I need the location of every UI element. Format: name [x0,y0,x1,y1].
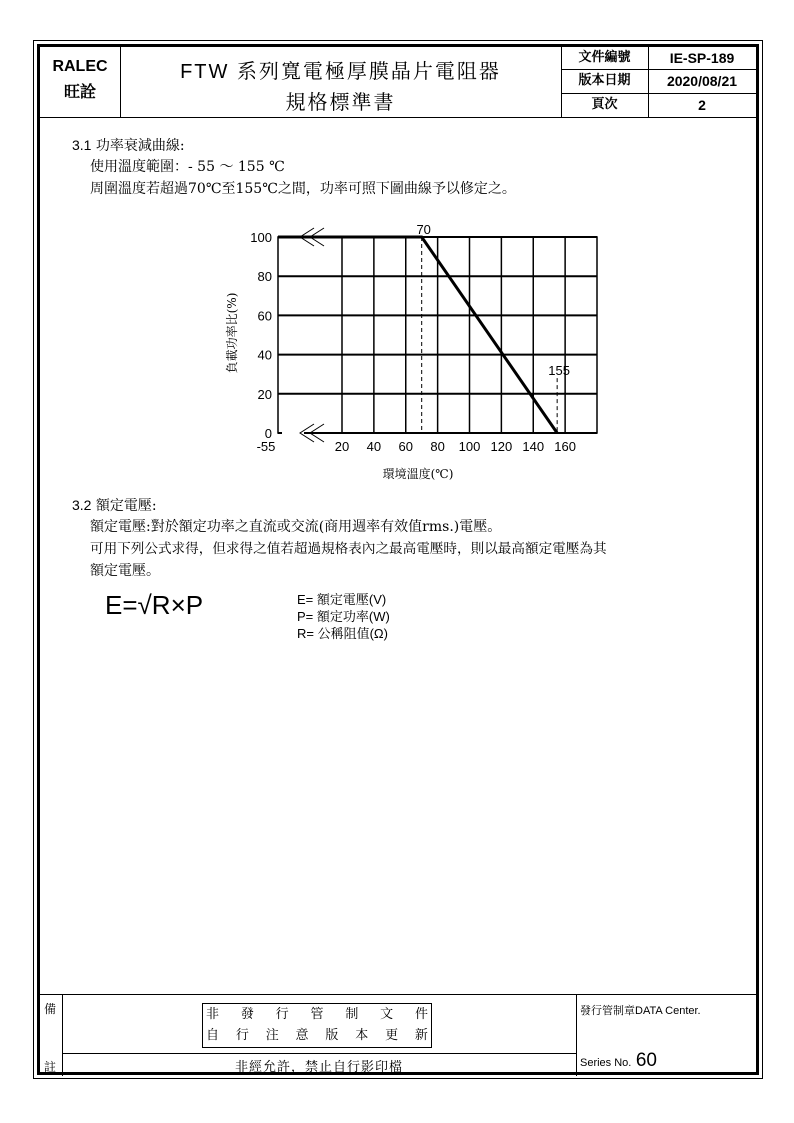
derating-description: 周圍溫度若超過70℃至155℃之間，功率可照下圖曲線予以修定之。 [90,181,516,197]
stamp-char: 發 [240,1007,254,1022]
brand-name-zh: 旺詮 [63,82,96,101]
remark-label-bottom: 註 [44,1060,57,1074]
stamp-row-1 [203,1004,431,1025]
section-3-1-title: 功率衰減曲線: [95,138,185,154]
document-title-line1: FTW 系列寬電極厚膜晶片電阻器 [180,61,501,83]
section-3-1-number: 3.1 [72,137,92,153]
doc-number-value: IE-SP-189 [669,50,735,66]
x-tick-label: 20 [334,439,350,454]
y-axis-label: 負載功率比(%) [225,292,239,374]
x-tick-label: 140 [522,439,545,454]
section-3-2-title: 額定電壓: [95,498,157,514]
section-3-2-heading [72,494,157,517]
x-tick-label: 40 [366,439,382,454]
rated-voltage-formula-note-cont: 額定電壓。 [90,563,160,579]
x-tick-label: 80 [430,439,445,454]
chart-labels [250,222,576,454]
control-stamp-label [580,1002,701,1018]
derating-chart [210,215,610,485]
stamp-char: 自 [206,1028,220,1043]
stamp-row-2 [203,1025,431,1046]
chart-grid [278,237,597,433]
brand-name-en: RALEC [52,58,108,75]
stamp-char: 版 [325,1028,339,1043]
stamp-char: 新 [414,1028,428,1043]
stamp-char: 本 [355,1028,369,1043]
remark-label-top: 備 [44,1002,57,1016]
chart-series [278,237,557,433]
document-title [120,55,561,84]
series-number-label: Series No. [580,1057,632,1069]
copy-prohibition-notice: 非經允許，禁止自行影印檔 [234,1060,403,1075]
footer-notice-divider [62,1053,576,1054]
page-number-value: 2 [698,97,706,113]
stamp-char: 行 [275,1007,289,1022]
y-tick-label: 40 [257,347,272,363]
document-subtitle: 規格標準書 [285,90,396,114]
y-tick-label: 80 [257,269,272,285]
x-tick-label: 160 [554,439,576,454]
footer-top-divider [40,994,756,995]
footer-stamp-divider [576,994,577,1076]
stamp-char: 文 [380,1007,394,1022]
series-number-value: 60 [635,1050,657,1071]
stamp-char: 行 [235,1028,249,1043]
stamp-char: 件 [414,1007,428,1022]
y-tick-label: 100 [250,230,272,245]
page-number-label: 頁次 [591,97,618,112]
version-date-label: 版本日期 [578,73,631,88]
formula-def-e: E= 額定電壓(V) [297,592,387,607]
x-tick-label: 60 [398,439,413,454]
header-bottom-divider [40,117,756,118]
uncontrolled-copy-stamp [202,1003,432,1048]
reference-label: 70 [416,222,431,237]
section-3-2-number: 3.2 [72,497,92,513]
y-tick-label: 60 [257,308,272,324]
formula-def-r: R= 公稱阻值(Ω) [297,626,388,641]
voltage-formula: E=√R×P [105,590,204,620]
stamp-char: 管 [310,1007,324,1022]
x-tick-label: 120 [490,439,513,454]
series-number [580,1050,657,1072]
stamp-char: 意 [295,1028,309,1043]
stamp-char: 更 [385,1028,399,1043]
y-tick-label: 20 [257,386,272,402]
x-tick-label: 100 [458,439,481,454]
derating-curve [278,237,557,433]
rated-voltage-formula-note: 可用下列公式求得，但求得之值若超過規格表內之最高電壓時，則以最高額定電壓為其 [90,541,607,557]
control-stamp-text: 發行管制章DATA Center. [580,1005,701,1017]
stamp-char: 制 [345,1007,359,1022]
reference-label: 155 [548,363,571,379]
x-tick-label: -55 [256,439,276,454]
doc-number-label: 文件編號 [578,50,631,65]
x-axis-label: 環境溫度(℃) [382,467,454,481]
stamp-char: 非 [206,1007,220,1022]
axis-break-marks [282,228,324,442]
rated-voltage-definition: 額定電壓:對於額定功率之直流或交流(商用週率有效值rms.)電壓。 [90,519,502,535]
formula-def-p: P= 額定功率(W) [297,609,390,624]
y-tick-label: 0 [264,426,272,441]
version-date-value: 2020/08/21 [666,73,738,89]
section-3-1-heading [72,134,185,157]
stamp-char: 注 [265,1028,279,1043]
temperature-range-text: 使用溫度範圍：- 55 ～ 155 ℃ [90,159,285,175]
